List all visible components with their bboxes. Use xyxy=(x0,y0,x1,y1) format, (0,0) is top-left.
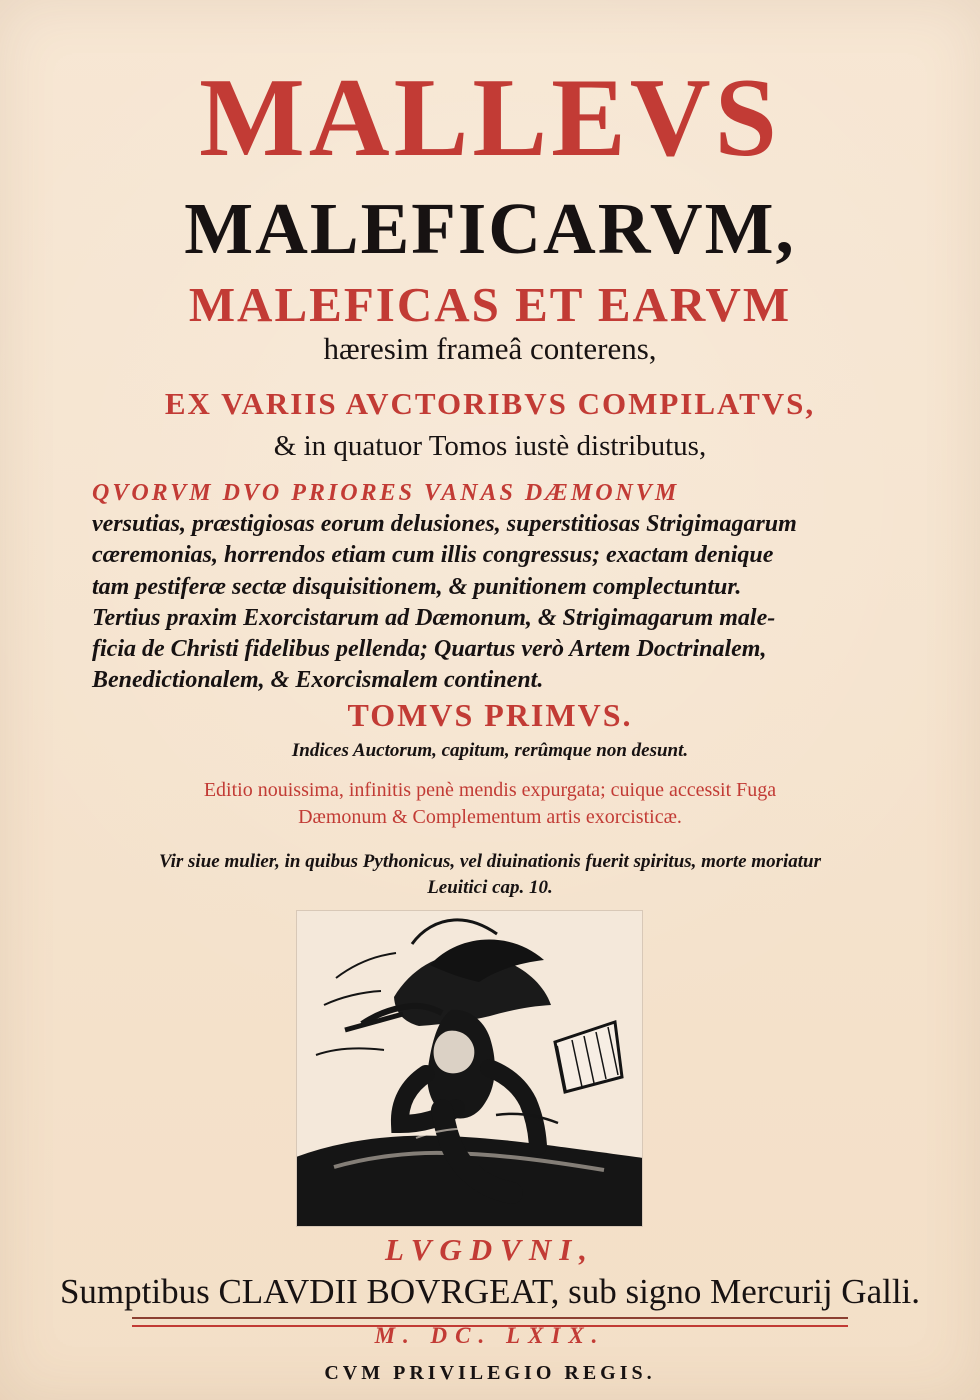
description-line-6 xyxy=(92,634,892,665)
quote-line-1: Vir siue mulier, in quibus Pythonicus, vel diuinationis fuerit spiritus, morte moriatur xyxy=(158,851,821,872)
description-line-7 xyxy=(92,665,892,696)
quote-line-2: Leuitici cap. 10. xyxy=(427,877,553,898)
edition-line-2: Dæmonum & Complementum artis exorcisticæ. xyxy=(298,806,682,828)
description-line-4-text: tam pestiferæ sectæ disquisitionem, & punitionem complectuntur. xyxy=(92,573,742,600)
description-line-2 xyxy=(92,509,892,540)
description-line-5-text: Tertius praxim Exorcistarum ad Dæmonum, & Strigimagarum male- xyxy=(92,604,776,631)
description-line-2-text: versutias, præstigiosas eorum delusiones, superstitiosas Strigimagarum xyxy=(92,511,797,538)
scripture-quote xyxy=(80,849,900,901)
description-line-5 xyxy=(92,603,892,634)
description-block xyxy=(92,478,892,696)
subtitle-compilatus: EX VARIIS AVCTORIBVS COMPILATVS, xyxy=(164,386,816,421)
subtitle-maleficarum: MALEFICARVM, xyxy=(184,188,796,269)
description-line-4 xyxy=(92,572,892,603)
edition-line-1: Editio nouissima, infinitis penè mendis expurgata; cuique accessit Fuga xyxy=(203,779,777,801)
volume-title: TOMVS PRIMVS. xyxy=(347,697,633,733)
woodcut-illustration-icon xyxy=(296,910,643,1227)
description-line-1 xyxy=(92,478,892,509)
description-line-3-text: cæremonias, horrendos etiam cum illis congressus; exactam denique xyxy=(92,542,774,569)
subtitle-heresim: hæresim frameâ conterens, xyxy=(323,331,657,366)
year-line: M. DC. LXIX. xyxy=(374,1323,606,1348)
main-title: MALLEVS xyxy=(199,56,781,180)
indices-line: Indices Auctorum, capitum, rerûmque non desunt. xyxy=(291,740,689,761)
privilege-line: CVM PRIVILEGIO REGIS. xyxy=(324,1362,656,1384)
printer-line: Sumptibus CLAVDII BOVRGEAT, sub signo Mercurij Galli. xyxy=(59,1272,921,1311)
subtitle-distributus: & in quatuor Tomos iustè distributus, xyxy=(273,430,707,462)
subtitle-maleficas: MALEFICAS ET EARVM xyxy=(188,277,792,332)
top-rule xyxy=(132,1317,848,1319)
edition-note xyxy=(110,777,870,831)
description-line-3 xyxy=(92,540,892,571)
description-line-1-text: QVORVM DVO PRIORES VANAS DÆMONVM xyxy=(92,480,680,506)
city-line: LVGDVNI, xyxy=(384,1232,596,1267)
description-line-6-text: ficia de Christi fidelibus pellenda; Quartus verò Artem Doctrinalem, xyxy=(92,635,767,662)
description-line-7-text: Benedictionalem, & Exorcismalem continent. xyxy=(92,667,544,694)
